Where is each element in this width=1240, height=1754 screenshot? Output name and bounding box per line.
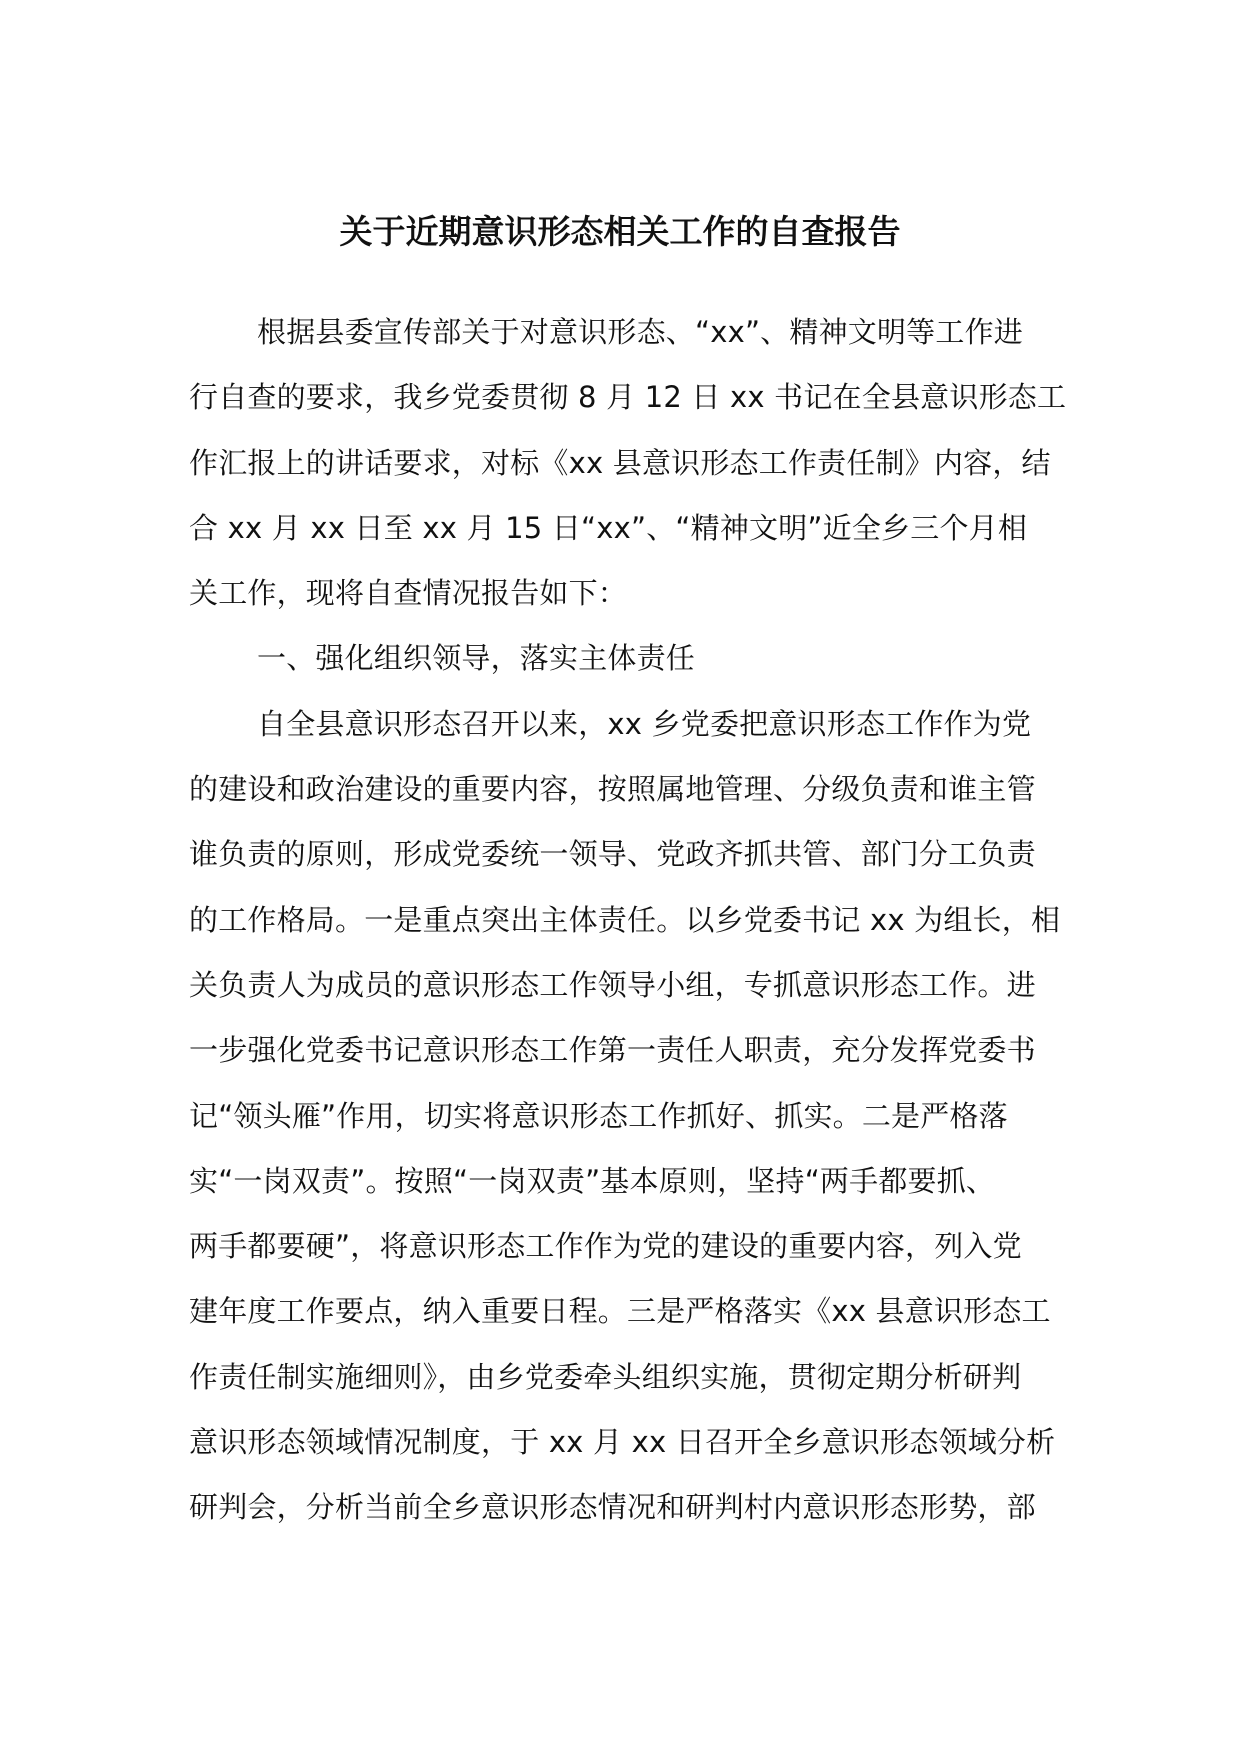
body-line: 的建设和政治建设的重要内容，按照属地管理、分级负责和谁主管 [189,772,1036,807]
body-line: 谁负责的原则，形成党委统一领导、党政齐抓共管、部门分工负责 [189,837,1036,872]
body-line: 记“领头雁”作用，切实将意识形态工作抓好、抓实。二是严格落 [189,1098,1008,1133]
document-body [189,310,1067,1551]
body-line: 关工作，现将自查情况报告如下： [189,576,628,611]
body-line: 关负责人为成员的意识形态工作领导小组，专抓意识形态工作。进 [189,967,1036,1002]
body-line: 建年度工作要点，纳入重要日程。三是严格落实《xx 县意识形态工 [189,1294,1051,1329]
body-line: 作汇报上的讲话要求，对标《xx 县意识形态工作责任制》内容，结 [189,445,1051,480]
body-line: 一、强化组织领导，落实主体责任 [257,641,696,676]
document-title: 关于近期意识形态相关工作的自查报告 [339,212,901,251]
body-line: 研判会，分析当前全乡意识形态情况和研判村内意识形态形势，部 [189,1490,1036,1525]
body-line: 一步强化党委书记意识形态工作第一责任人职责，充分发挥党委书 [189,1033,1036,1068]
body-line: 作责任制实施细则》，由乡党委牵头组织实施，贯彻定期分析研判 [189,1359,1022,1394]
body-line: 两手都要硬”，将意识形态工作作为党的建设的重要内容，列入党 [189,1229,1022,1264]
body-line: 实“一岗双责”。按照“一岗双责”基本原则，坚持“两手都要抓、 [189,1163,996,1198]
body-line: 自全县意识形态召开以来，xx 乡党委把意识形态工作作为党 [257,706,1032,741]
body-line: 根据县委宣传部关于对意识形态、“xx”、精神文明等工作进 [257,315,1023,349]
body-line: 行自查的要求，我乡党委贯彻 8 月 12 日 xx 书记在全县意识形态工 [189,380,1067,415]
body-line: 意识形态领域情况制度，于 xx 月 xx 日召开全乡意识形态领域分析 [189,1425,1056,1460]
body-line: 合 xx 月 xx 日至 xx 月 15 日“xx”、“精神文明”近全乡三个月相 [189,510,1028,545]
body-line: 的工作格局。一是重点突出主体责任。以乡党委书记 xx 为组长，相 [189,902,1061,937]
